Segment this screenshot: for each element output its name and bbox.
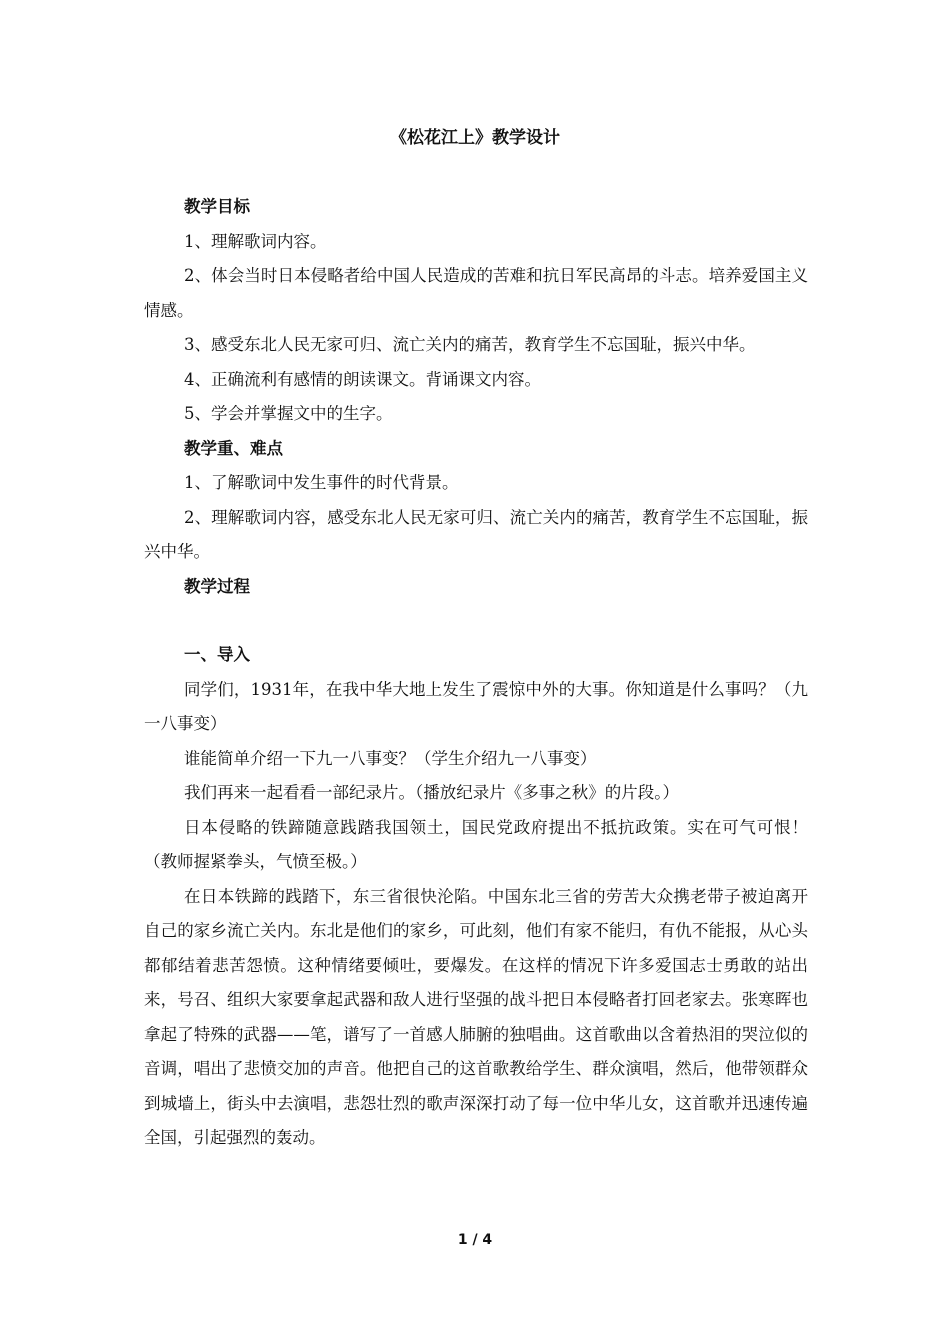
key-point-item-2: 2、理解歌词内容，感受东北人民无家可归、流亡关内的痛苦，教育学生不忘国耻，振兴中华。 [144,507,808,561]
heading-teaching-goals: 教学目标 [184,197,250,216]
goal-item-1: 1、理解歌词内容。 [184,231,327,251]
intro-paragraph-5: 在日本铁蹄的践踏下，东三省很快沦陷。中国东北三省的劳苦大众携老带子被迫离开自己的家乡流亡关内。东北是他们的家乡，可此刻，他们有家不能归，有仇不能报，从心头都郁结着悲苦怨愤。这种情绪要倾吐，要爆发。在这样的情况下许多爱国志士勇敢的站出来，号召、组织大家要拿起武器和敌人进行坚强的战斗把日本侵略者打回老家去。张寒晖也拿起了特殊的武器——笔，谱写了一首感人肺腑的独唱曲。这首歌曲以含着热泪的哭泣似的音调，唱出了悲愤交加的声音。他把自己的这首歌教给学生、群众演唱，然后，他带领群众到城墙上，街头中去演唱，悲怨壮烈的歌声深深打动了每一位中华儿女，这首歌并迅速传遍全国，引起强烈的轰动。 [144,886,808,1147]
goal-item-4: 4、正确流利有感情的朗读课文。背诵课文内容。 [184,369,541,389]
intro-paragraph-4: 日本侵略的铁蹄随意践踏我国领土，国民党政府提出不抵抗政策。实在可气可恨！（教师握紧拳头，气愤至极。） [144,817,808,871]
intro-paragraph-2: 谁能简单介绍一下九一八事变？（学生介绍九一八事变） [184,748,597,768]
goal-item-3: 3、感受东北人民无家可归、流亡关内的痛苦，教育学生不忘国耻，振兴中华。 [184,335,756,354]
page-number: 1 / 4 [457,1232,493,1248]
intro-paragraph-3: 我们再来一起看看一部纪录片。（播放纪录片《多事之秋》的片段。） [184,783,679,802]
goal-item-2: 2、体会当时日本侵略者给中国人民造成的苦难和抗日军民高昂的斗志。培养爱国主义情感。 [144,266,808,320]
intro-paragraph-1: 同学们，1931年，在我中华大地上发生了震惊中外的大事。你知道是什么事吗？（九一八事变） [144,679,808,733]
document-title: 《松花江上》教学设计 [390,128,560,148]
goal-item-5: 5、学会并掌握文中的生字。 [184,404,393,423]
key-point-item-1: 1、了解歌词中发生事件的时代背景。 [184,473,459,492]
heading-key-points: 教学重、难点 [184,438,283,458]
document-body [144,190,808,1156]
heading-teaching-process: 教学过程 [184,576,250,596]
heading-introduction: 一、导入 [184,645,250,664]
